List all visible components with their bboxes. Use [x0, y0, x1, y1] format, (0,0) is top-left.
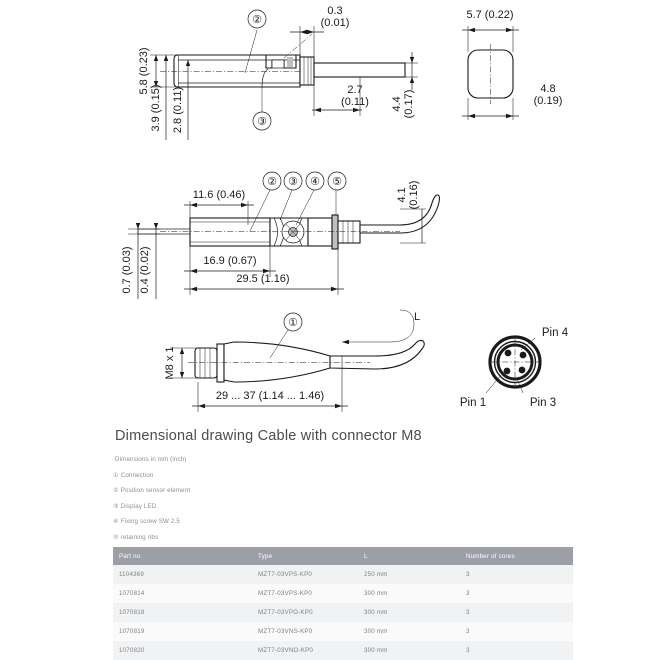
side-view-drawing	[100, 165, 440, 315]
balloon-2-label-side: ②	[267, 176, 277, 188]
led-ribs	[270, 218, 308, 246]
m8-thread	[195, 344, 224, 382]
legend-text-2: Position sensor element	[120, 487, 191, 495]
legend-num-2: ②	[113, 487, 119, 495]
legend-num-1: ①	[113, 471, 119, 479]
sensor-barrel	[190, 218, 270, 246]
dim-29-37-label: 29 ... 37 (1.14 ... 1.46)	[215, 390, 325, 402]
cell-length: 300 mm	[358, 603, 460, 622]
cable-length-L	[342, 310, 420, 344]
cell-part-no: 1070819	[113, 622, 252, 641]
dim-4_1-label: 4.1	[396, 187, 408, 203]
page-title: Dimensional drawing Cable with connector M8	[115, 428, 422, 444]
legend-list	[113, 452, 190, 546]
balloon-1-label: ①	[288, 317, 298, 329]
cell-length: 300 mm	[358, 584, 460, 603]
dim-0_3-label: 0.3	[327, 5, 343, 17]
column-header-cores[interactable]: Number of cores	[460, 547, 573, 565]
cell-type: MZT7-03VPS-KP0	[252, 565, 358, 584]
dim-3_9	[150, 55, 168, 140]
table-row[interactable]	[113, 603, 573, 622]
dim-m8	[164, 346, 198, 379]
table-row[interactable]	[113, 565, 573, 584]
balloon-2	[248, 10, 266, 28]
cell-part-no: 1070820	[113, 641, 252, 660]
legend-text-0: Dimensions in mm (inch)	[115, 456, 187, 463]
dim-m8-label: M8 x 1	[164, 346, 176, 380]
cell-type: MZT7-03VPS-KP0	[252, 584, 358, 603]
dim-2_8-label: 2.8 (0.11)	[172, 86, 184, 134]
dim-29_5-label: 29.5 (1.16)	[236, 273, 290, 285]
legend-item-0	[113, 452, 190, 468]
dim-0_4-label: 0.4 (0.02)	[139, 246, 151, 294]
pin-1-label: Pin 1	[459, 397, 487, 409]
cell-part-no: 1104369	[113, 565, 252, 584]
cell-part-no: 1070818	[113, 603, 252, 622]
legend-text-3: Display LED	[120, 502, 157, 510]
column-header-part-no[interactable]: Part no.	[113, 547, 252, 565]
balloon-3-label: ③	[257, 116, 267, 128]
column-header-length[interactable]: L	[358, 547, 460, 565]
dim-5_8-label: 5.8 (0.23)	[138, 47, 150, 95]
dim-0_3	[290, 5, 349, 57]
cross-section-drawing	[440, 0, 660, 150]
dim-3_9-label: 3.9 (0.15)	[150, 84, 162, 132]
dim-0_4	[139, 223, 158, 299]
legend-item-2	[113, 483, 190, 499]
cell-cores: 3	[460, 565, 573, 584]
pin-3-label: Pin 3	[529, 397, 557, 409]
legend-num-4: ④	[113, 518, 119, 526]
dim-0_7-label: 0.7 (0.03)	[121, 246, 133, 294]
dim-2_7-inch: (0.11)	[341, 96, 369, 108]
dim-4_8-inch: (0.19)	[533, 95, 563, 107]
dim-5_7-label: 5.7 (0.22)	[466, 9, 514, 21]
legend-num-5: ⑤	[113, 533, 119, 541]
cell-type: MZT7-03VNO-KP0	[252, 641, 358, 660]
cell-type: MZT7-03VNS-KP0	[252, 622, 358, 641]
table-row[interactable]	[113, 622, 573, 641]
connector-cable	[330, 340, 424, 369]
balloon-5-label-side: ⑤	[332, 176, 342, 188]
cable-length-label: L	[413, 311, 421, 323]
balloon-3	[253, 112, 271, 130]
balloon-3-label-side: ③	[288, 176, 298, 188]
table-row[interactable]	[113, 641, 573, 660]
table-header-row	[113, 547, 573, 565]
cell-part-no: 1070814	[113, 584, 252, 603]
cell-length: 250 mm	[358, 565, 460, 584]
dim-0_3-inch: (0.01)	[320, 17, 350, 29]
top-view-drawing	[0, 0, 430, 160]
cable-neck	[300, 57, 405, 85]
dim-2_7-label: 2.7	[347, 84, 363, 96]
dim-4_4-inch: (0.17)	[403, 89, 415, 119]
dim-4_4	[391, 52, 418, 118]
legend-item-3	[113, 499, 190, 515]
connector-drawing	[140, 300, 450, 420]
cell-length: 300 mm	[358, 622, 460, 641]
dim-4_1	[396, 181, 426, 243]
dim-11_6-label: 11.6 (0.46)	[192, 189, 246, 201]
column-header-type[interactable]: Type	[252, 547, 358, 565]
legend-item-4	[113, 514, 190, 530]
cell-length: 300 mm	[358, 641, 460, 660]
legend-text-1: Connection	[120, 471, 154, 479]
legend-item-5	[113, 530, 190, 546]
cell-type: MZT7-03VPO-KP0	[252, 603, 358, 622]
cell-cores: 3	[460, 603, 573, 622]
cell-cores: 3	[460, 584, 573, 603]
dim-2_7	[312, 77, 369, 116]
legend-text-4: Fixing screw SW 2.5	[120, 518, 180, 526]
parts-table	[113, 547, 573, 660]
legend-text-5: retaining ribs	[120, 533, 159, 541]
balloon-2-label: ②	[252, 14, 262, 26]
dim-16_9-label: 16.9 (0.67)	[203, 255, 257, 267]
legend-num-3: ③	[113, 502, 119, 510]
cell-cores: 3	[460, 622, 573, 641]
dim-4_1-inch: (0.16)	[408, 180, 420, 210]
legend-item-1	[113, 468, 190, 484]
table-row[interactable]	[113, 584, 573, 603]
balloon-4-label-side: ④	[310, 176, 320, 188]
pin-4-label: Pin 4	[541, 327, 569, 339]
pinout-drawing	[455, 305, 660, 420]
retaining-collar	[308, 215, 360, 249]
dim-4_8-label: 4.8	[540, 83, 556, 95]
dim-4_4-label: 4.4	[391, 96, 403, 112]
connector-body	[224, 342, 330, 382]
cell-cores: 3	[460, 641, 573, 660]
